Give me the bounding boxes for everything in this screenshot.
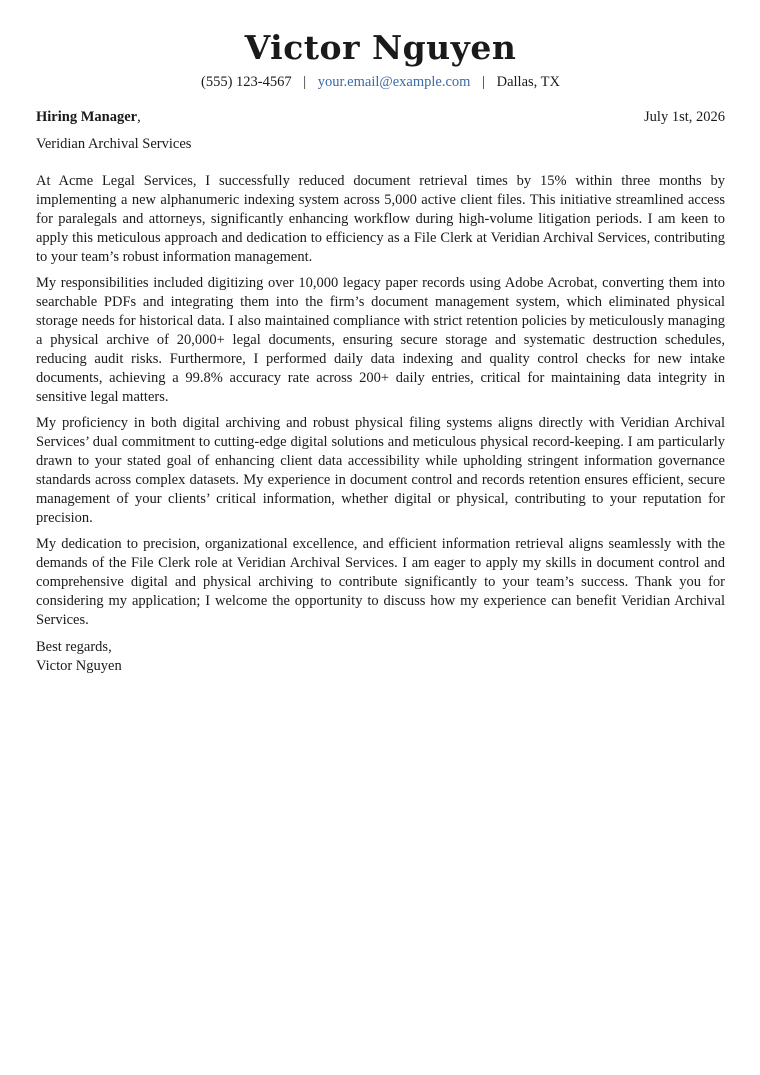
contact-line [36,73,725,91]
recipient-company: Veridian Archival Services [36,136,192,152]
closing-salutation: Best regards, [36,639,112,655]
contact-separator: | [482,74,485,90]
letter-body [36,172,725,630]
letter-date: July 1st, 2026 [644,109,725,125]
body-paragraph: My responsibilities included digitizing over 10,000 legacy paper records using Adobe Acrobat, converting them into searchable PDFs and integrating them into the firm’s document management system, which eliminated physical storage needs for historical data. I also maintained compliance with strict retention policies by meticulously managing a physical archive of 20,000+ legal documents, ensuring secure storage and systematic destruction schedules, reducing audit risks. Furthermore, I performed daily data indexing and quality control checks for new intake documents, achieving a 99.8% accuracy rate across 200+ daily entries, critical for maintaining data integrity in sensitive legal matters. [36,275,725,405]
location: Dallas, TX [496,74,560,90]
body-paragraph: My dedication to precision, organizational excellence, and efficient information retrieval aligns seamlessly with the demands of the File Clerk role at Veridian Archival Services. I am eager to apply my skills in document control and comprehensive digital and physical archiving to contribute significantly to your team’s success. Thank you for considering my application; I welcome the opportunity to discuss how my experience can benefit Veridian Archival Services. [36,536,725,628]
body-paragraph: At Acme Legal Services, I successfully reduced document retrieval times by 15% within three months by implementing a new alphanumeric indexing system across 5,000 active client files. This initiative streamlined access for paralegals and attorneys, significantly enhancing workflow during high-volume litigation periods. I am keen to apply this meticulous approach and dedication to efficiency as a File Clerk at Veridian Archival Services, contributing to your team’s robust information management. [36,173,725,265]
contact-separator: | [303,74,307,90]
email-link[interactable]: your.email@example.com [317,74,471,90]
letter-closing [36,638,725,676]
phone-number: (555) 123-4567 [201,74,292,90]
recipient-date-row [36,108,725,127]
cover-letter-page [36,26,725,676]
applicant-name: Victor Nguyen [244,28,517,67]
recipient-title: Hiring Manager [36,109,138,125]
closing-signature: Victor Nguyen [36,658,122,674]
body-paragraph: My proficiency in both digital archiving and robust physical filing systems aligns directly with Veridian Archival Services’ dual commitment to cutting-edge digital solutions and meticulous physical record-keeping. I am particularly drawn to your stated goal of enhancing client data accessibility while upholding stringent information governance standards across complex datasets. My experience in document control and records retention ensures efficient, secure management of your clients’ critical information, whether digital or physical, contributing to your reputation for precision. [36,415,725,526]
recipient-line [36,108,141,127]
recipient-title-suffix: , [137,109,141,125]
